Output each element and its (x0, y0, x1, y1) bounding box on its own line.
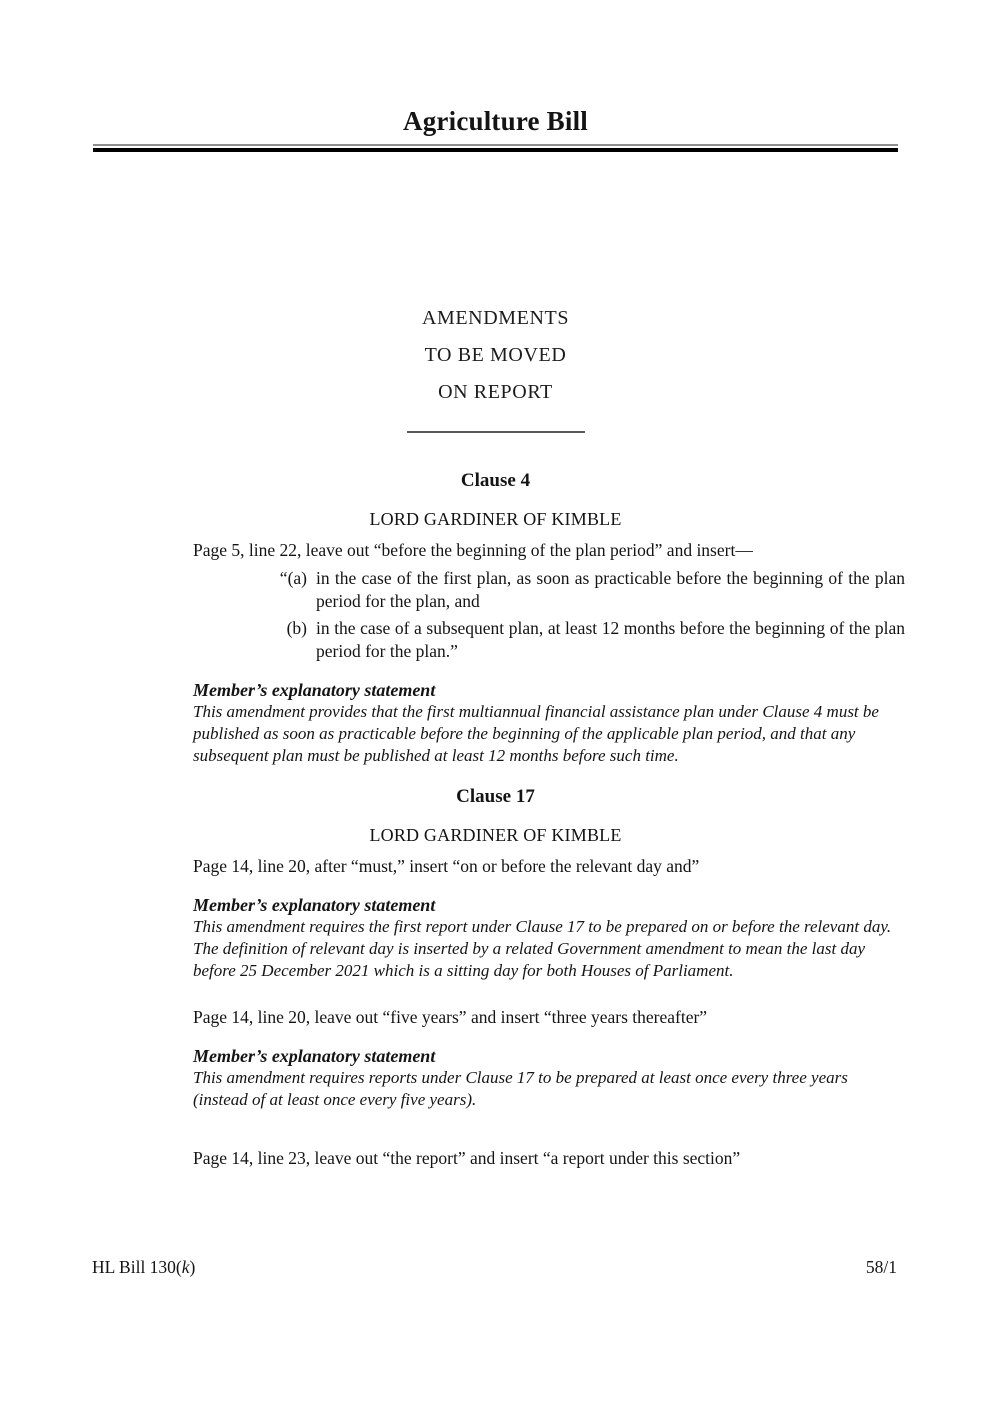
bill-reference (92, 1256, 195, 1278)
sub-item-text: in the case of a subsequent plan, at least 12 months before the beginning of the plan period for the plan.” (316, 618, 905, 661)
clause-17-content (193, 855, 905, 1170)
amendment-instruction: Page 14, line 20, leave out “five years” and insert “three years thereafter” (193, 1007, 708, 1027)
clause-4-sponsor: LORD GARDINER OF KIMBLE (369, 509, 622, 529)
title-rule-thick (93, 148, 898, 152)
bill-reference-prefix: HL Bill 130( (92, 1257, 182, 1277)
bill-reference-letter: k (181, 1257, 190, 1277)
explanatory-text: This amendment requires the first report under Clause 17 to be prepared on or before the relevant day. The definition of relevant day is inserted by a related Government amendment to mean the last day before 25 December 2021 which is a sitting day for both Houses of Parliament. (193, 917, 892, 980)
bill-reference-suffix: ) (189, 1257, 196, 1277)
title-rule-thin (93, 144, 898, 146)
amendment (193, 855, 905, 982)
sub-item-text: in the case of the first plan, as soon as practicable before the beginning of the plan period for the plan, and (316, 568, 905, 611)
heading-line-amendments: AMENDMENTS (421, 307, 570, 329)
clause-4-content (193, 539, 905, 767)
clause-17-title: Clause 17 (456, 786, 535, 807)
page-title: Agriculture Bill (403, 106, 588, 136)
amendment-instruction: Page 14, line 20, after “must,” insert “on or before the relevant day and” (193, 856, 700, 876)
amendment-instruction: Page 5, line 22, leave out “before the beginning of the plan period” and insert— (193, 540, 753, 560)
explanatory-statement (193, 1045, 905, 1111)
heading-divider (407, 431, 585, 433)
explanatory-text: This amendment provides that the first multiannual financial assistance plan under Clause 4 must be published as soon as practicable before the beginning of the applicable plan period, and that any subsequent plan must be published at least 12 months before such time. (193, 702, 879, 765)
explanatory-heading: Member’s explanatory statement (193, 1046, 436, 1066)
amendment (193, 1147, 905, 1170)
amendment-sub-list (193, 567, 905, 663)
title-rule (93, 144, 898, 152)
amendment-page-ref: 58/1 (865, 1257, 897, 1277)
clause-17-sponsor: LORD GARDINER OF KIMBLE (369, 825, 622, 845)
explanatory-heading: Member’s explanatory statement (193, 895, 436, 915)
amendments-heading (0, 300, 991, 411)
clause-17-section (0, 785, 991, 1170)
page-footer (92, 1256, 897, 1278)
explanatory-text: This amendment requires reports under Clause 17 to be prepared at least once every three years (instead of at least once every five years). (193, 1068, 848, 1109)
clause-4-title: Clause 4 (460, 470, 531, 491)
explanatory-statement (193, 894, 905, 982)
amendment-instruction: Page 14, line 23, leave out “the report” and insert “a report under this section” (193, 1148, 741, 1168)
amendment-sub-item-b (193, 617, 905, 663)
amendment-sub-item-a (193, 567, 905, 613)
heading-line-on-report: ON REPORT (438, 381, 553, 403)
clause-4-section (0, 469, 991, 767)
amendment (193, 1006, 905, 1111)
explanatory-heading: Member’s explanatory statement (193, 680, 436, 700)
amendment (193, 539, 905, 767)
heading-line-to-be-moved: TO BE MOVED (424, 344, 567, 366)
explanatory-statement (193, 679, 905, 767)
sub-item-marker: (b) (286, 618, 307, 638)
sub-item-marker: “(a) (279, 568, 307, 588)
